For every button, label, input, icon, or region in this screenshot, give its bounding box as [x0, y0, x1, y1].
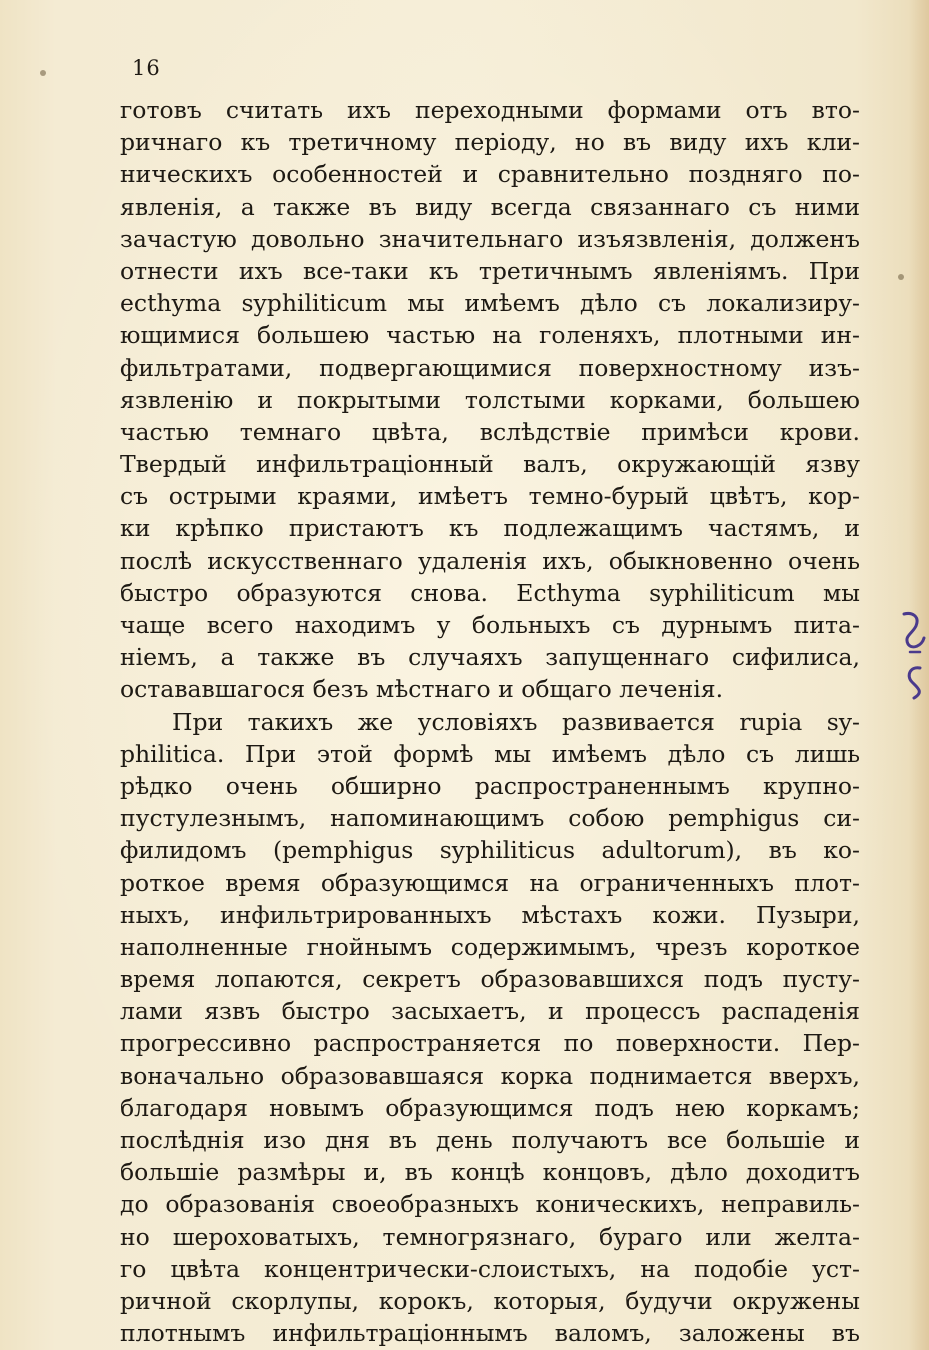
text-line: съ острыми краями, имѣетъ темно-бурый цвѣтъ, кор- [120, 482, 860, 511]
text-line: но шероховатыхъ, темногрязнаго, бураго или желта- [120, 1222, 860, 1251]
text-line: ніемъ, а также въ случаяхъ запущеннаго сифилиса, [120, 643, 860, 672]
text-line: ки крѣпко пристаютъ къ подлежащимъ частямъ, и [120, 514, 860, 543]
text-line: ническихъ особенностей и сравнительно поздняго по- [120, 160, 860, 189]
text-line: до образованія своеобразныхъ коническихъ, неправиль- [120, 1190, 860, 1219]
text-line: пустулезнымъ, напоминающимъ собою pemphigus си- [120, 804, 860, 833]
text-line: явленія, а также въ виду всегда связаннаго съ ними [120, 192, 860, 221]
text-line: роткое время образующимся на ограниченныхъ плот- [120, 868, 860, 897]
margin-dot-right [898, 274, 904, 280]
text-line: большіе размѣры и, въ концѣ концовъ, дѣло доходитъ [120, 1158, 860, 1187]
text-line: готовъ считать ихъ переходными формами отъ вто- [120, 96, 860, 124]
text-line: го цвѣта концентрически-слоистыхъ, на подобіе уст- [120, 1254, 860, 1283]
text-line: послѣ искусственнаго удаленія ихъ, обыкновенно очень [120, 546, 860, 575]
text-line: время лопаются, секретъ образовавшихся подъ пусту- [120, 965, 860, 994]
margin-handwriting-mark [898, 606, 929, 706]
text-line: рѣдко очень обширно распространеннымъ крупно- [120, 771, 860, 800]
text-line: ecthyma syphiliticum мы имѣемъ дѣло съ локализиру- [120, 289, 860, 318]
text-line: ющимися большею частью на голеняхъ, плотными ин- [120, 321, 860, 350]
text-line: лами язвъ быстро засыхаетъ, и процессъ распаденія [120, 997, 860, 1026]
text-line: плотнымъ инфильтраціоннымъ валомъ, заложены въ [120, 1319, 860, 1348]
text-line: наполненные гнойнымъ содержимымъ, чрезъ короткое [120, 932, 860, 961]
text-line: фильтратами, подвергающимися поверхностному изъ- [120, 353, 860, 382]
paragraph-start-line: При такихъ же условіяхъ развивается rupia sy- [172, 707, 860, 736]
text-line: ныхъ, инфильтрированныхъ мѣстахъ кожи. Пузыри, [120, 900, 860, 929]
text-line: ричной скорлупы, корокъ, которыя, будучи окружены [120, 1286, 860, 1315]
text-line: быстро образуются снова. Ecthyma syphiliticum мы [120, 578, 860, 607]
text-line: чаще всего находимъ у больныхъ съ дурнымъ пита- [120, 611, 860, 639]
text-line: отнести ихъ все-таки къ третичнымъ явленіямъ. При [120, 256, 860, 285]
text-line: зачастую довольно значительнаго изъязвленія, долженъ [120, 224, 860, 253]
margin-dot-left [40, 70, 46, 76]
text-line: воначально образовавшаяся корка поднимается вверхъ, [120, 1061, 860, 1090]
text-line: послѣднія изо дня въ день получаютъ все большіе и [120, 1126, 860, 1154]
text-line: язвленію и покрытыми толстыми корками, большею [120, 385, 860, 414]
text-line: philitica. При этой формѣ мы имѣемъ дѣло съ лишь [120, 739, 860, 768]
text-line: Твердый инфильтраціонный валъ, окружающій язву [120, 450, 860, 479]
text-line: филидомъ (pemphigus syphiliticus adultorum), въ ко- [120, 836, 860, 865]
text-line: благодаря новымъ образующимся подъ нею коркамъ; [120, 1093, 860, 1122]
page-number: 16 [132, 56, 161, 80]
text-line: ричнаго къ третичному періоду, но въ виду ихъ кли- [120, 128, 860, 157]
text-line: частью темнаго цвѣта, вслѣдствіе примѣси крови. [120, 417, 860, 446]
paragraph-end-line: остававшагося безъ мѣстнаго и общаго леченія. [120, 675, 724, 704]
body-text [120, 94, 860, 1349]
text-line: прогрессивно распространяется по поверхности. Пер- [120, 1029, 860, 1058]
